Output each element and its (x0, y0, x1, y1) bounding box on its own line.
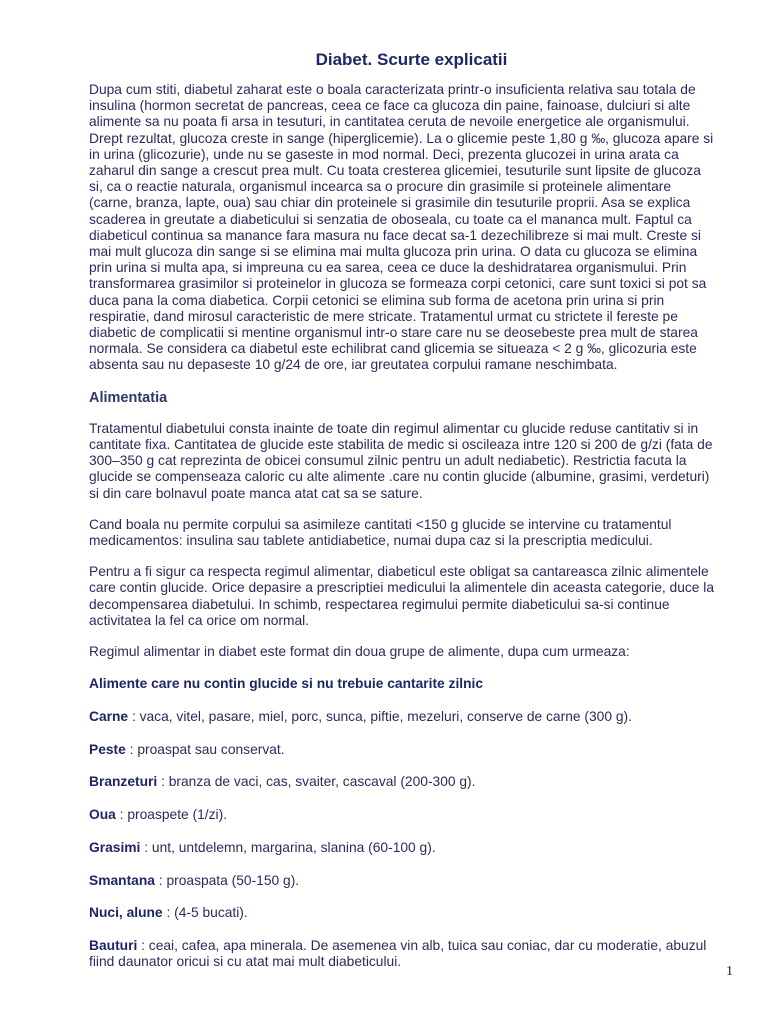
food-item-text: : ceai, cafea, apa minerala. De asemenea vin alb, tuica sau coniac, dar cu moderatie, abuzul (137, 937, 707, 953)
food-item-name: Oua (89, 807, 116, 823)
food-item-text: : proaspete (1/zi). (115, 807, 228, 823)
food-item (89, 807, 737, 823)
document-body (89, 82, 737, 970)
food-item-text: : unt, untdelemn, margarina, slanina (60-100 g). (140, 839, 436, 855)
sub-heading-no-carb-foods: Alimente care nu contin glucide si nu trebuie cantarite zilnic (89, 676, 484, 692)
text-line: si din care bolnavul poate manca atat cat sa se sature. (89, 485, 423, 501)
food-item-name: Grasimi (89, 839, 141, 855)
text-line: prin urina si multa apa, si impreuna cu ea sarea, ceea ce duce la deshidratarea organismului. Prin (89, 260, 687, 276)
text-line: zaharul din sange a crescut prea mult. Cu toata cresterea glicemiei, tesuturile sunt lipsite de glucoza (89, 163, 701, 179)
food-item-text: : (4-5 bucati). (162, 905, 248, 921)
text-line: mai mult glucoza din sange si se elimina mai multa glucoza prin urina. O data cu glucoza se elimina (89, 244, 698, 260)
food-item (89, 742, 737, 758)
text-line: care contin glucide. Orice depasire a prescriptiei medicului la alimentele din aceasta categorie, duce la (89, 580, 715, 596)
food-item (89, 840, 737, 856)
page-number: 1 (726, 964, 733, 979)
food-item-name: Branzeturi (89, 774, 158, 790)
paragraph-diet-adherence (89, 564, 737, 629)
food-item-bauturi (89, 938, 737, 970)
text-line: normala. Se considera ca diabetul este echilibrat cand glicemia se situeaza < 2 g ‰, glicozuria este (89, 341, 697, 357)
food-item (89, 774, 737, 790)
text-line: activitatea la fel ca orice om normal. (89, 612, 310, 628)
text-line: insulina (hormon secretat de pancreas, ceea ce face ca glucoza din paine, fainoase, dulciuri si alte (89, 98, 691, 114)
food-item-name: Nuci, alune (89, 905, 163, 921)
text-line: duca pana la coma diabetica. Corpii cetonici se elimina sub forma de acetona prin urina si prin (89, 292, 665, 308)
text-line: Drept rezultat, glucoza creste in sange (hiperglicemie). La o glicemie peste 1,80 g ‰, glucoza apare si (89, 130, 714, 146)
food-item-text: : vaca, vitel, pasare, miel, porc, sunca, piftie, mezeluri, conserve de carne (300 g). (128, 709, 632, 724)
text-line: scaderea in greutate a diabeticului si senzatia de oboseala, cu toate ca el mananca mult. Faptul ca (89, 211, 692, 227)
food-item (89, 905, 737, 921)
food-item-name: Peste (89, 741, 126, 757)
text-line: in urina (glicozurie), unde nu se gaseste in mod normal. Deci, prezenta glucozei in urina arata ca (89, 146, 679, 162)
paragraph-food-groups: Regimul alimentar in diabet este format din doua grupe de alimente, dupa cum urmeaza: (89, 644, 630, 660)
text-line: Pentru a fi sigur ca respecta regimul alimentar, diabeticul este obligat sa cantareasca zilnic alimentele (89, 564, 709, 580)
text-line: transformarea grasimilor si proteinelor in glucoza se formeaza corpi cetonici, care sunt toxici si pot sa (89, 276, 707, 292)
text-line: Tratamentul diabetului consta inainte de toate din regimul alimentar cu glucide reduse cantitativ si in (89, 420, 699, 436)
food-item-text: : proaspat sau conservat. (125, 741, 285, 757)
food-item-text: fiind daunator oricui si cu atat mai mult diabeticului. (89, 954, 402, 970)
paragraph-medication (89, 517, 737, 549)
text-line: 300–350 g cat reprezinta de obicei consumul zilnic pentru un adult nediabetic). Restrictia facuta la (89, 453, 687, 469)
text-line: alimente sa nu poata fi arsa in tesuturi, in cantitatea ceruta de nevoile energetice ale organismului. (89, 114, 690, 130)
food-item-name: Carne (89, 709, 129, 724)
section-heading-alimentatia: Alimentatia (89, 389, 168, 406)
document-title: Diabet. Scurte explicatii (315, 50, 508, 69)
food-item-text: : proaspata (50-150 g). (154, 872, 300, 888)
text-line: Cand boala nu permite corpului sa asimileze cantitati <150 g glucide se intervine cu tratamentul (89, 516, 672, 532)
text-line: medicamentos: insulina sau tablete antidiabetice, numai dupa caz si la prescriptia medicului. (89, 533, 653, 549)
food-item (89, 873, 737, 889)
text-line: si, ca o reactie naturala, organismul incearca sa o procure din grasimile si proteinele alimentare (89, 179, 672, 195)
food-item-text: : branza de vaci, cas, svaiter, cascaval (200-300 g). (157, 774, 476, 790)
paragraph-treatment (89, 421, 737, 502)
intro-paragraph (89, 82, 737, 374)
food-item-name: Smantana (89, 872, 155, 888)
text-line: respiratie, dand mirosul caracteristic de mere stricate. Tratamentul urmat cu strictete il fereste pe (89, 308, 678, 324)
text-line: absenta sau nu depaseste 10 g/24 de ore, iar greutatea corpului ramane neschimbata. (89, 357, 618, 373)
food-item-name: Bauturi (89, 937, 138, 953)
text-line: decompensarea diabetului. In schimb, respectarea regimului permite diabeticului sa-si continue (89, 596, 670, 612)
text-line: Dupa cum stiti, diabetul zaharat este o boala caracterizata printr-o insuficienta relativa sau totala de (89, 82, 696, 97)
text-line: diabeticul continua sa manance fara masura nu face decat sa-1 dezechilibreze si mai mult. Creste si (89, 227, 701, 243)
text-line: glucide se compenseaza caloric cu alte alimente .care nu contin glucide (albumine, grasimi, verdeturi) (89, 469, 710, 485)
text-line: diabetic de complicatii si mentine organismul intr-o stare care nu se deosebeste prea mult de starea (89, 325, 698, 341)
text-line: cantitate fixa. Cantitatea de glucide este stabilita de medic si oscileaza intre 120 si 200 de g/zi (fata de (89, 437, 713, 453)
food-item (89, 709, 737, 725)
text-line: (carne, branza, lapte, oua) sau chiar din proteinele si grasimile din tesuturile proprii. Asa se explica (89, 195, 691, 211)
